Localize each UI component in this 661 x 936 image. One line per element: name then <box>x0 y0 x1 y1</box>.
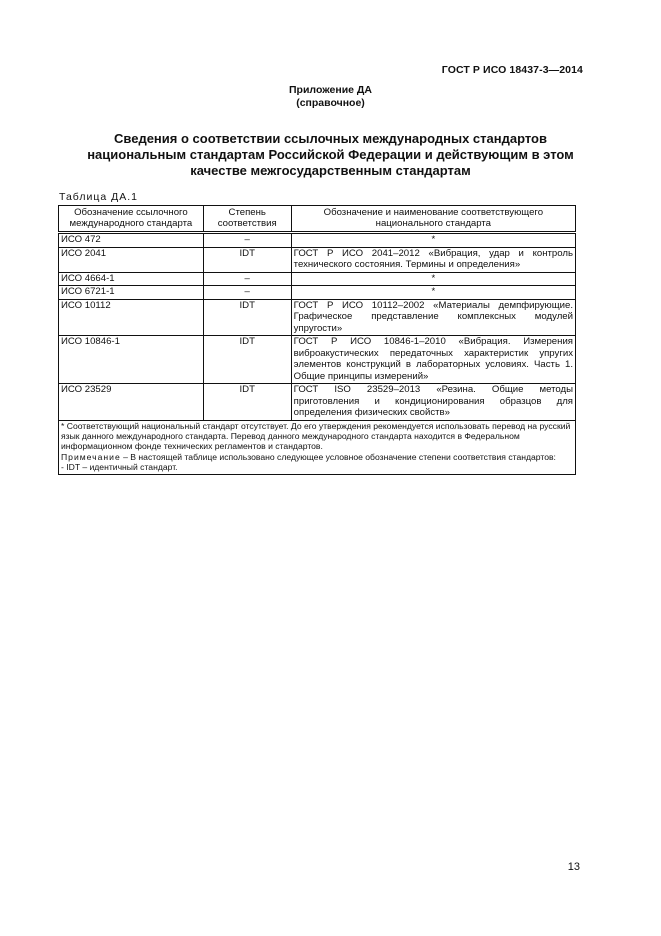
page-number: 13 <box>567 861 580 873</box>
table-notes <box>59 420 576 474</box>
cell-national: ГОСТ Р ИСО 10112–2002 «Материалы демпфирующие. Графическое представление комплексных модулей упругости» <box>291 299 575 336</box>
note-paragraph <box>61 452 573 462</box>
cell-degree: – <box>203 233 291 248</box>
table-notes-row <box>59 420 576 474</box>
table-row <box>59 247 576 272</box>
correspondence-table <box>58 205 576 475</box>
cell-national: * <box>291 272 575 286</box>
annex-heading <box>0 84 661 110</box>
header-national-standard: Обозначение и наименование соответствующего национального стандарта <box>291 206 575 233</box>
header-intl-standard: Обозначение ссылочного международного стандарта <box>59 206 204 233</box>
document-code: ГОСТ Р ИСО 18437-3—2014 <box>441 64 583 76</box>
cell-intl: ИСО 10112 <box>59 299 204 336</box>
table-row <box>59 286 576 300</box>
table-row <box>59 299 576 336</box>
note-label: Примечание <box>61 451 121 462</box>
table-row <box>59 384 576 421</box>
cell-intl: ИСО 10846-1 <box>59 336 204 384</box>
table-label: Таблица ДА.1 <box>59 191 138 203</box>
main-title-line-1: Сведения о соответствии ссылочных международных стандартов <box>114 131 547 146</box>
main-title <box>40 131 621 179</box>
idt-definition: - IDT – идентичный стандарт. <box>61 462 178 473</box>
cell-national: ГОСТ Р ИСО 10846-1–2010 «Вибрация. Измерения виброакустических передаточных характеристик упругих элементов конструкций в лабораторных условиях. Часть 1. Общие принципы измерений» <box>291 336 575 384</box>
cell-national: ГОСТ Р ИСО 2041–2012 «Вибрация, удар и контроль технического состояния. Термины и определения» <box>291 247 575 272</box>
cell-intl: ИСО 4664-1 <box>59 272 204 286</box>
main-title-line-3: качестве межгосударственным стандартам <box>190 163 471 178</box>
cell-intl: ИСО 6721-1 <box>59 286 204 300</box>
cell-national: * <box>291 286 575 300</box>
note-text: – В настоящей таблице использовано следующее условное обозначение степени соответствия стандартов: <box>120 451 556 462</box>
table-row <box>59 336 576 384</box>
cell-intl: ИСО 23529 <box>59 384 204 421</box>
annex-subtitle: (справочное) <box>296 97 365 109</box>
header-degree: Степень соответствия <box>203 206 291 233</box>
cell-intl: ИСО 472 <box>59 233 204 248</box>
table-row <box>59 272 576 286</box>
table-header-row <box>59 206 576 233</box>
table-row <box>59 233 576 248</box>
cell-degree: IDT <box>203 384 291 421</box>
cell-national: * <box>291 233 575 248</box>
cell-degree: IDT <box>203 247 291 272</box>
cell-degree: IDT <box>203 299 291 336</box>
cell-national: ГОСТ ISO 23529–2013 «Резина. Общие методы приготовления и кондиционирования образцов для определения физических свойств» <box>291 384 575 421</box>
cell-degree: – <box>203 272 291 286</box>
main-title-line-2: национальным стандартам Российской Федерации и действующим в этом <box>87 147 574 162</box>
annex-title: Приложение ДА <box>289 84 372 96</box>
cell-degree: – <box>203 286 291 300</box>
cell-intl: ИСО 2041 <box>59 247 204 272</box>
footnote-text: * Соответствующий национальный стандарт отсутствует. До его утверждения рекомендуется использовать перевод на русский язык данного международного стандарта. Перевод данного международного стандарта находится в Федеральном информационном фонде технических регламентов и стандартов. <box>61 420 571 452</box>
cell-degree: IDT <box>203 336 291 384</box>
